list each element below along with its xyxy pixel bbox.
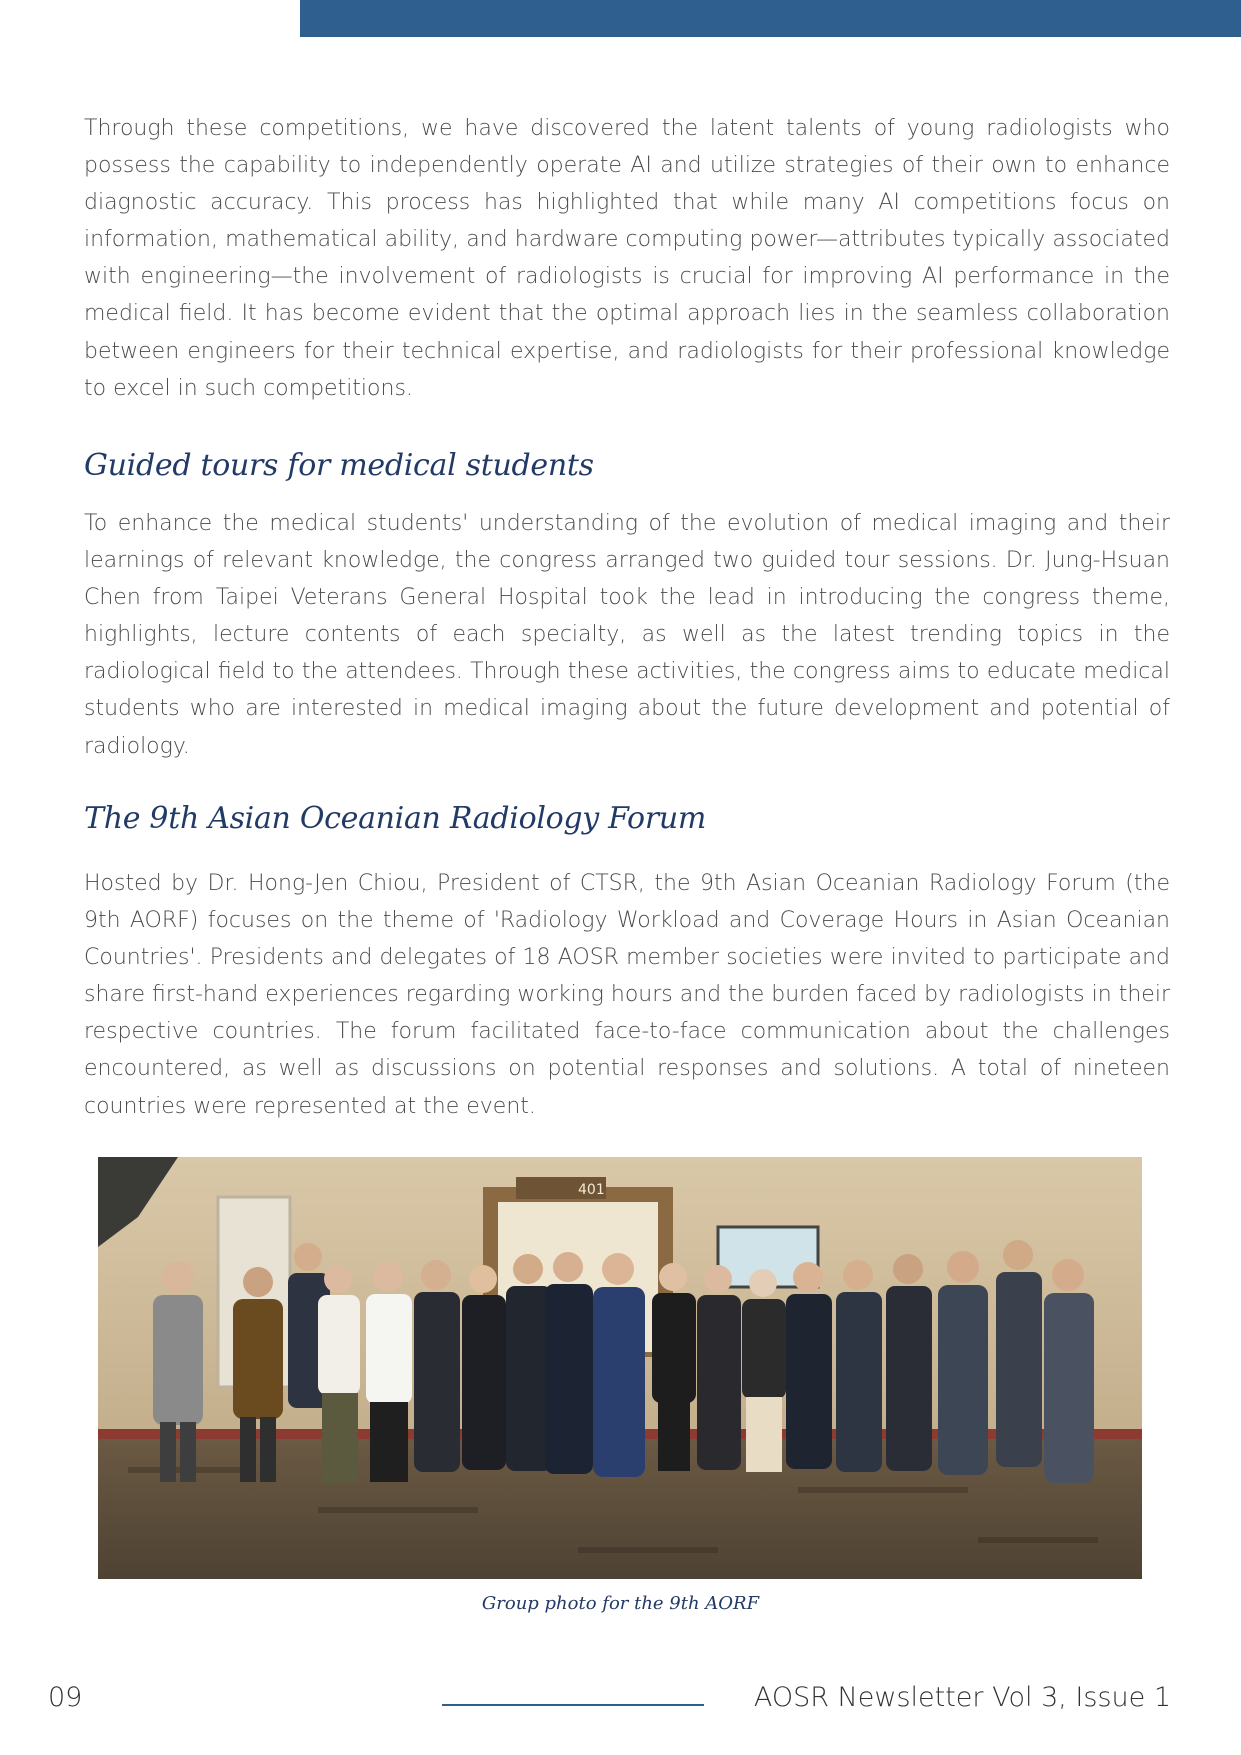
- heading-guided-tours: Guided tours for medical students: [84, 448, 594, 483]
- paragraph-competitions: Through these competitions, we have discovered the latent talents of young radiologists who possess the capability to independently operate AI and utilize strategies of their own to enhance diagnostic accuracy. This process has highlighted that while many AI competitions focus on information, mathematical ability, and hardware computing power—attributes typically associated with engineering—the involvement of radiologists is crucial for improving AI performance in the medical field. It has become evident that the optimal approach lies in the seamless collaboration between engineers for their technical expertise, and radiologists for their professional knowledge to excel in such competitions.: [84, 116, 1170, 401]
- person: [652, 1263, 696, 1471]
- publication-title: AOSR Newsletter Vol 3, Issue 1: [753, 1682, 1171, 1713]
- person: [697, 1265, 741, 1470]
- person: [366, 1262, 412, 1482]
- footer-divider: [442, 1704, 704, 1706]
- paragraph-forum: Hosted by Dr. Hong-Jen Chiou, President of CTSR, the 9th Asian Oceanian Radiology Forum (the 9th AORF) focuses on the theme of 'Radiology Workload and Coverage Hours in Asian Oceanian Countries'. Presidents and delegates of 18 AOSR member societies were invited to participate and share first-hand experiences regarding working hours and the burden faced by radiologists in their respective countries. The forum facilitated face-to-face communication about the challenges encountered, as well as discussions on potential responses and solutions. A total of nineteen countries were represented at the event.: [84, 871, 1170, 1119]
- room-sign-text: 401: [578, 1182, 605, 1198]
- person: [886, 1254, 932, 1471]
- paragraph-guided-tours: To enhance the medical students' understanding of the evolution of medical imaging and their learnings of relevant knowledge, the congress arranged two guided tour sessions. Dr. Jung-Hsuan Chen from Taipei Veterans General Hospital took the lead in introducing the congress theme, highlights, lecture contents of each specialty, as well as the latest trending topics in the radiological field to the attendees. Through these activities, the congress aims to educate medical students who are interested in medical imaging about the future development and potential of radiology.: [84, 511, 1170, 759]
- heading-forum: The 9th Asian Oceanian Radiology Forum: [84, 801, 707, 836]
- page-number: 09: [48, 1682, 83, 1713]
- photo-caption: Group photo for the 9th AORF: [481, 1593, 760, 1614]
- group-photo: [98, 1157, 1142, 1579]
- person: [742, 1269, 786, 1472]
- person: [545, 1252, 593, 1474]
- person: [318, 1265, 360, 1483]
- person: [462, 1265, 506, 1470]
- person: [996, 1240, 1042, 1467]
- header-accent-bar: [300, 0, 1241, 37]
